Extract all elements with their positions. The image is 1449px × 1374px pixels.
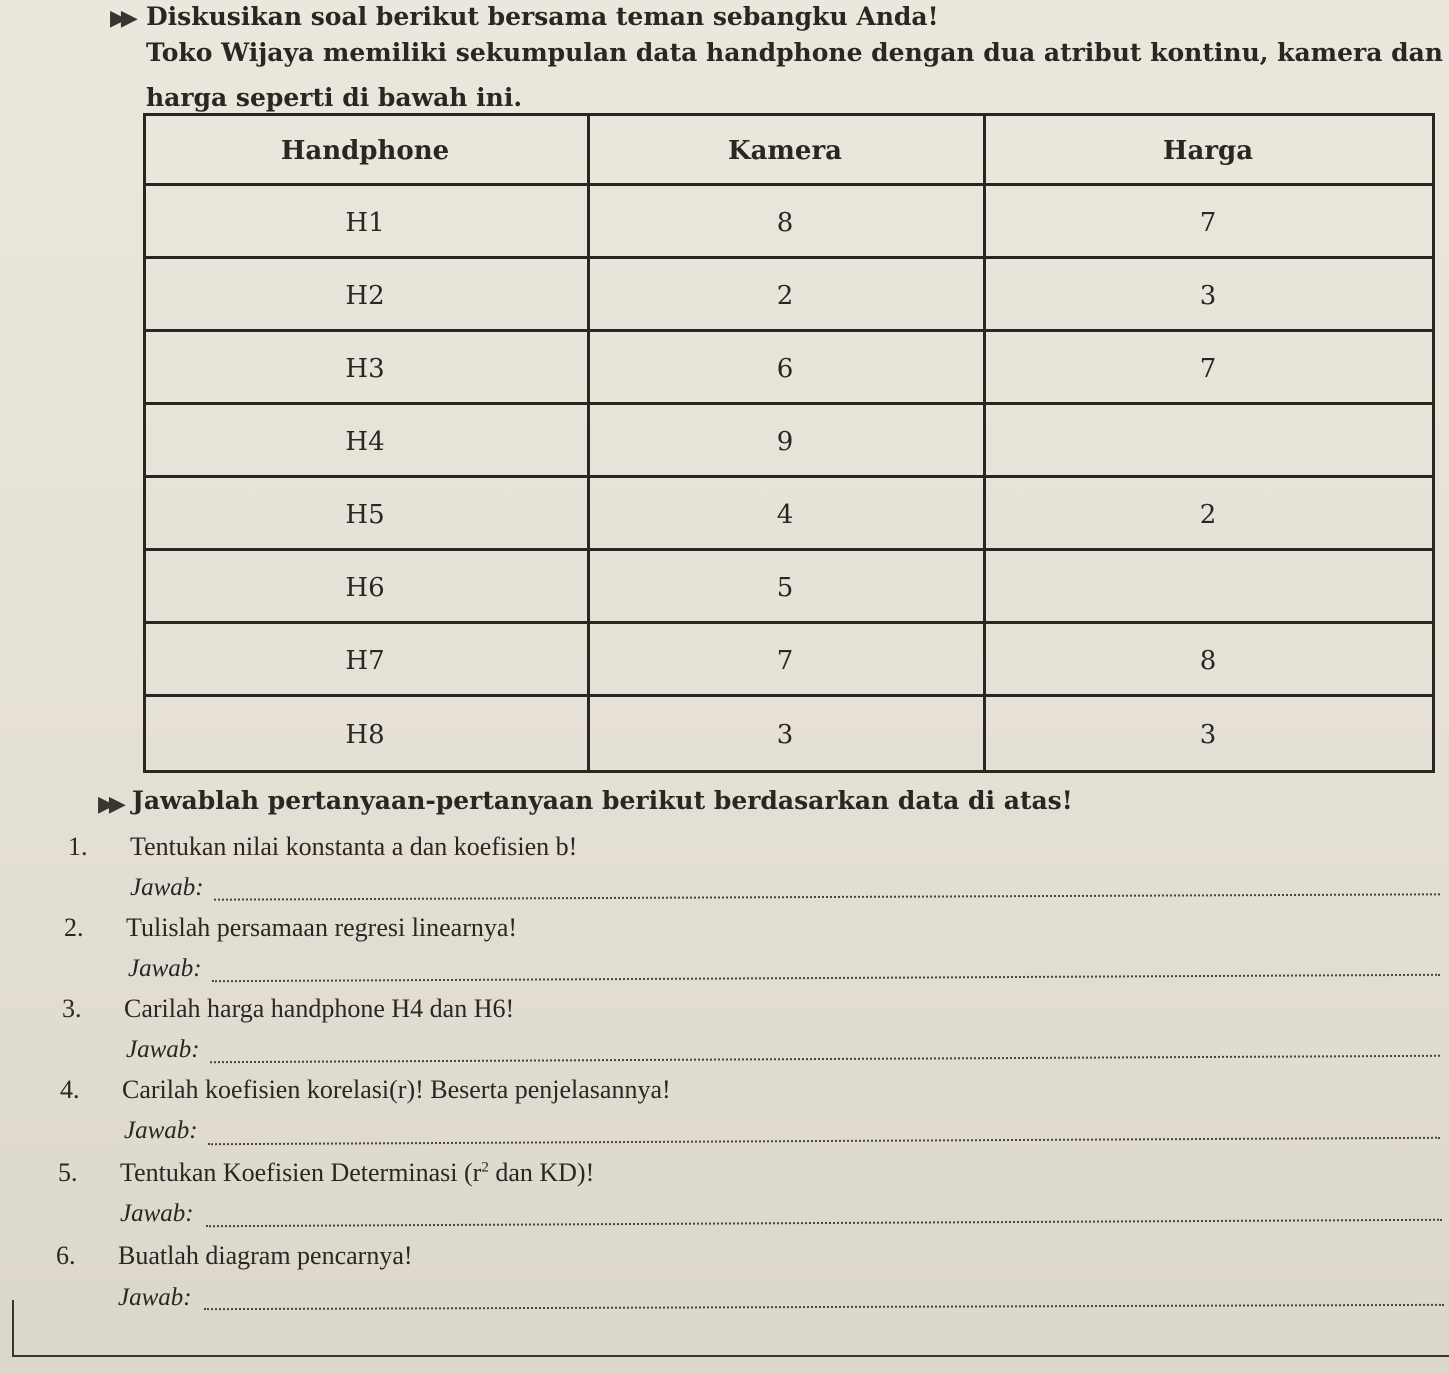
header-handphone: Handphone [280,136,450,166]
double-arrow-icon: ▶▶ [98,792,120,817]
table-row [143,621,1435,697]
cell-kamera: 4 [776,499,794,530]
intro-line-1: Toko Wijaya memiliki sekumpulan data handphone dengan dua atribut kontinu, kamera dan [146,38,1443,67]
questions-heading: Jawablah pertanyaan-pertanyaan berikut berdasarkan data di atas! [132,786,1073,815]
answer-line-6[interactable] [204,1304,1444,1310]
cell-kamera: 5 [776,572,794,603]
cell-handphone: H1 [345,207,385,238]
cell-kamera: 6 [776,353,794,384]
intro-line-2: harga seperti di bawah ini. [146,83,523,112]
question-3: 3. Carilah harga handphone H4 dan H6! [62,994,515,1023]
cell-kamera: 9 [776,426,794,457]
answer-label: Jawab: [118,1284,192,1311]
answer-line-2[interactable] [212,974,1440,982]
worksheet-frame-bottom [14,1355,1449,1357]
answer-label: Jawab: [120,1200,194,1227]
cell-harga [983,405,1433,478]
cell-handphone: H3 [345,353,385,384]
table-row [143,256,1435,332]
cell-kamera: 2 [776,280,794,311]
table-row [143,402,1435,478]
answer-line-1[interactable] [214,893,1440,900]
question-4: 4. Carilah koefisien korelasi(r)! Beserta penjelasannya! [60,1075,671,1104]
cell-kamera: 8 [776,207,794,238]
table-row [143,329,1435,405]
cell-kamera: 7 [776,645,794,676]
worksheet-frame-left [12,1300,14,1357]
cell-harga: 3 [1199,720,1217,750]
question-6: 6. Buatlah diagram pencarnya! [56,1241,413,1270]
answer-line-5[interactable] [206,1219,1442,1227]
answer-label: Jawab: [124,1117,198,1144]
cell-harga: 7 [1199,207,1217,238]
cell-handphone: H7 [345,645,385,676]
cell-harga: 8 [1199,645,1217,676]
cell-handphone: H4 [345,426,385,457]
table-row [143,548,1435,624]
table-row [143,475,1435,551]
cell-handphone: H2 [345,280,385,311]
header-kamera: Kamera [727,136,843,166]
question-2: 2. Tulislah persamaan regresi linearnya! [64,913,518,942]
table-row [143,694,1435,773]
answer-line-4[interactable] [208,1137,1440,1145]
cell-harga: 2 [1199,499,1217,530]
answer-line-3[interactable] [210,1055,1440,1063]
table-row [143,183,1435,259]
cell-kamera: 3 [776,720,794,750]
cell-handphone: H6 [345,572,385,603]
handphone-data-table [143,113,1435,773]
cell-harga [983,551,1433,624]
cell-handphone: H8 [345,720,385,750]
double-arrow-icon: ▶▶ [110,6,132,31]
answer-label: Jawab: [130,874,204,901]
cell-harga: 3 [1199,280,1217,311]
question-1: 1. Tentukan nilai konstanta a dan koefisien b! [68,832,578,861]
header-harga: Harga [1162,136,1254,166]
answer-label: Jawab: [128,955,202,982]
cell-harga: 7 [1199,353,1217,384]
question-5: 5. Tentukan Koefisien Determinasi ($r^2$ dan KD)! [58,1158,595,1187]
answer-label: Jawab: [126,1036,200,1063]
instruction-heading: Diskusikan soal berikut bersama teman sebangku Anda! [146,2,939,31]
cell-handphone: H5 [345,499,385,530]
table-header-row [143,113,1435,186]
